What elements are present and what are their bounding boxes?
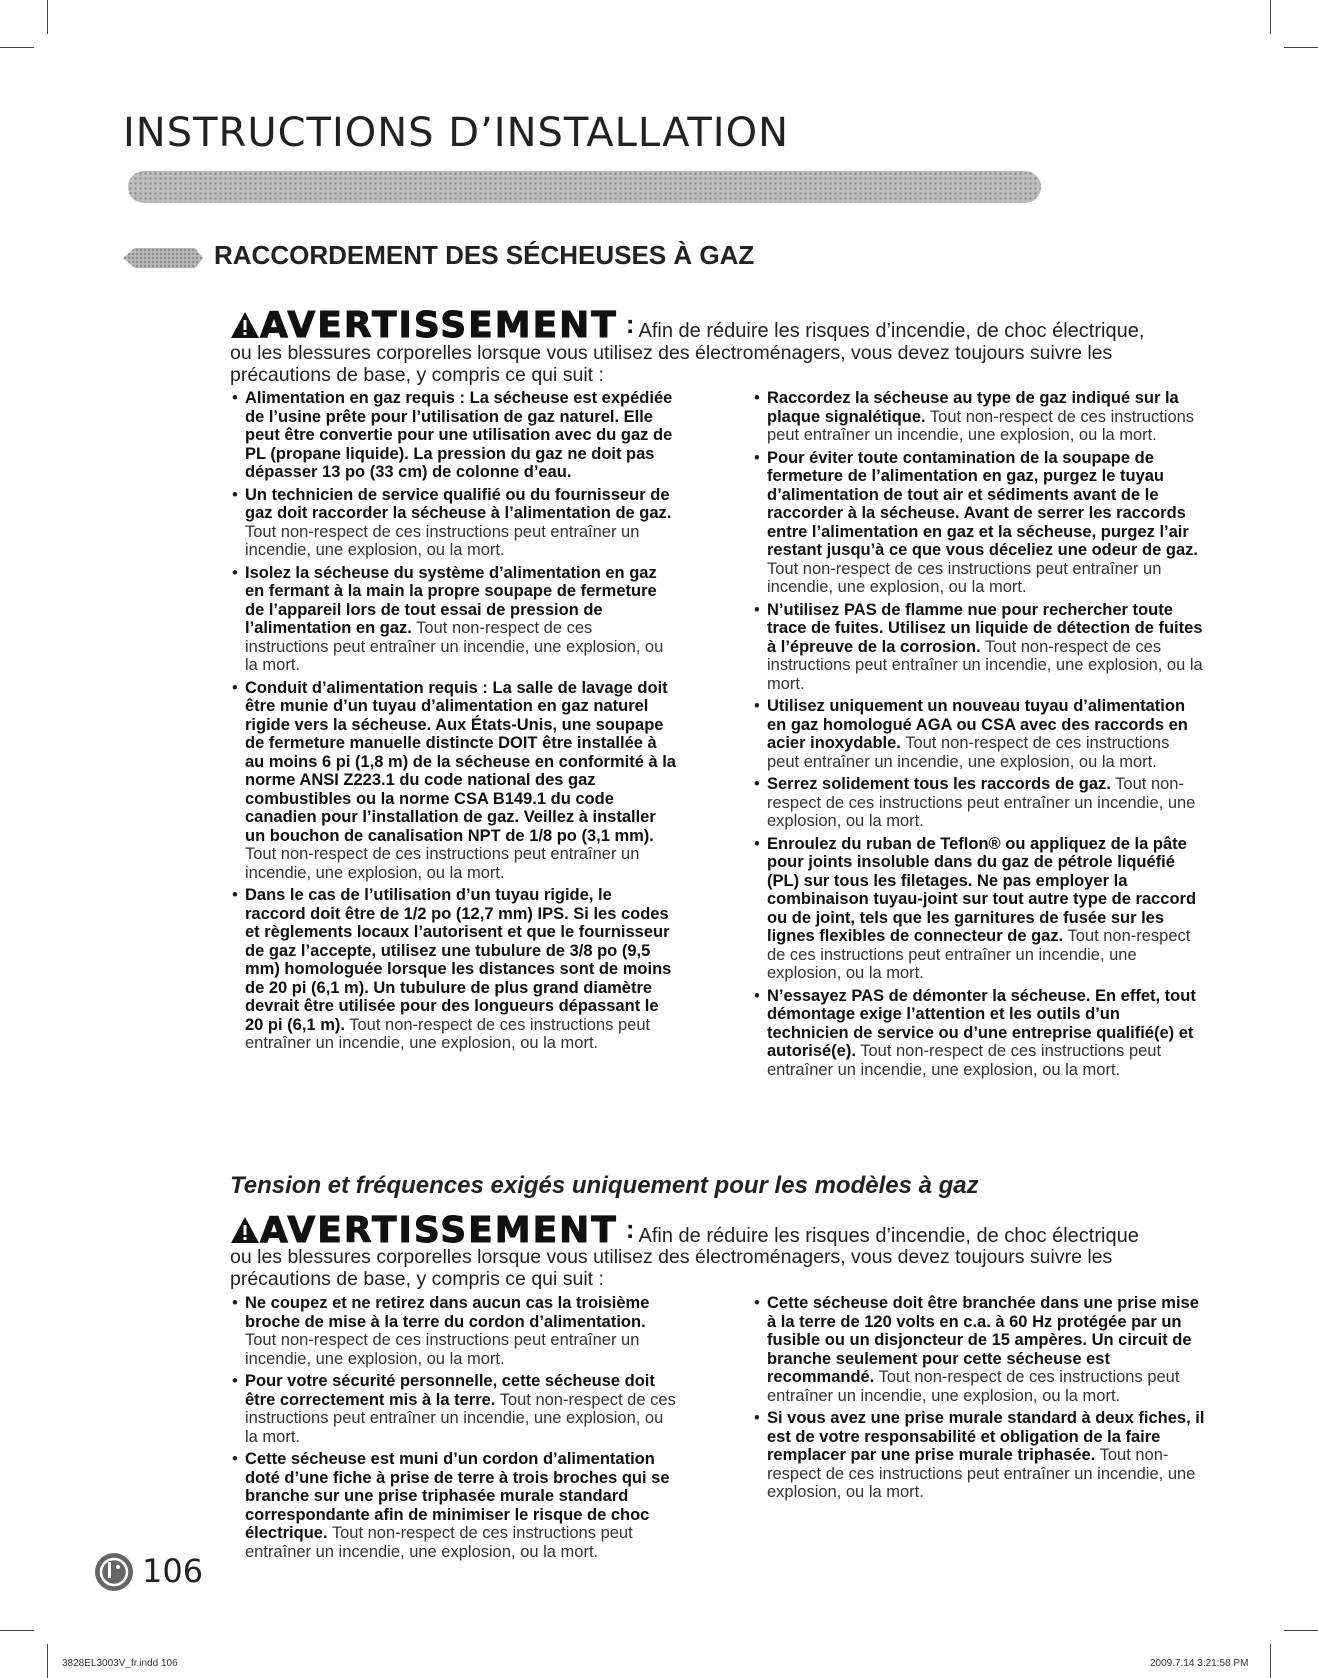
list-item: • Serrez solidement tous les raccords de gaz. Tout non-respect de ces instructions peut entraîner un incendie, une explosion, ou la mort. [750, 775, 1205, 831]
list-item: • Enroulez du ruban de Teflon® ou appliquez de la pâte pour joints insoluble dans du gaz de pétrole liquéfié (PL) sur tous les filetages. Ne pas employer la combinaison tuyau-joint sur tout autre type de raccord ou de joint, tels que les garnitures de fusée sur les lignes flexibles de connecteur de gaz. Tout non-respect de ces instructions peut entraîner un incendie, une explosion, ou la mort. [750, 835, 1205, 983]
warning-word: AVERTISSEMENT [260, 1210, 618, 1251]
crop-mark [0, 47, 34, 48]
subheading: Tension et fréquences exigés uniquement pour les modèles à gaz [230, 1172, 979, 1199]
warning1-left-list [228, 389, 676, 1057]
list-item: • Isolez la sécheuse du système d’alimentation en gaz en fermant à la main la propre soupape de fermeture de l’appareil lors de tout essai de pression de l’alimentation en gaz. Tout non-respect de ces instructions peut entraîner un incendie, une explosion, ou la mort. [228, 564, 676, 675]
list-item: • N’essayez PAS de démonter la sécheuse. En effet, tout démontage exige l’attention et les outils d’un technicien de service ou d’une entreprise qualifié(e) et autorisé(e). Tout non-respect de ces instructions peut entraîner un incendie, une explosion, ou la mort. [750, 987, 1205, 1080]
warning-line [230, 1210, 1139, 1251]
page-title: INSTRUCTIONS D’INSTALLATION [123, 110, 789, 156]
warning-word: AVERTISSEMENT [260, 305, 618, 346]
crop-mark [1284, 47, 1318, 48]
section-arrow-tab [123, 248, 203, 268]
list-item: • Conduit d’alimentation requis : La salle de lavage doit être munie d’un tuyau d’alimentation en gaz naturel rigide vers la sécheuse. Aux États-Unis, une soupape de fermeture manuelle distincte DOIT être installée à au moins 6 pi (1,8 m) de la sécheuse en conformité à la norme ANSI Z223.1 du code national des gaz combustibles ou la norme CSA B149.1 du code canadien pour l’installation de gaz. Veillez à installer un bouchon de canalisation NPT de 1/8 po (3,1 mm). Tout non-respect de ces instructions peut entraîner un incendie, une explosion, ou la mort. [228, 679, 676, 883]
warning-intro: ou les blessures corporelles lorsque vous utilisez des électroménagers, vous devez toujours suivre les précautions de base, y compris ce qui suit : [230, 1246, 1113, 1290]
list-item: • Alimentation en gaz requis : La sécheuse est expédiée de l’usine prête pour l’utilisation de gaz naturel. Elle peut être convertie pour une utilisation avec du gaz de PL (propane liquide). La pression du gaz ne doit pas dépasser 13 po (33 cm) de colonne d’eau. [228, 389, 676, 482]
warning2-left-list [228, 1294, 676, 1565]
warning2-right-list [750, 1294, 1205, 1506]
crop-mark [47, 1644, 48, 1678]
list-item: • Cette sécheuse doit être branchée dans une prise mise à la terre de 120 volts en c.a. à 60 Hz protégée par un fusible ou un disjoncteur de 15 ampères. Un circuit de branche seulement pour cette sécheuse est recommandé. Tout non-respect de ces instructions peut entraîner un incendie, une explosion, ou la mort. [750, 1294, 1205, 1405]
list-item: • Si vous avez une prise murale standard à deux fiches, il est de votre responsabilité et obligation de la faire remplacer par une prise murale triphasée. Tout non-respect de ces instructions peut entraîner un incendie, une explosion, ou la mort. [750, 1409, 1205, 1502]
crop-mark [1284, 1630, 1318, 1631]
list-item: • Pour éviter toute contamination de la soupape de fermeture de l’alimentation en gaz, purgez le tuyau d’alimentation de tout air et sédiments avant de le raccorder à la sécheuse. Avant de serrer les raccords entre l’alimentation en gaz et la sécheuse, purgez l’air restant jusqu’à ce que vous déceliez une odeur de gaz. Tout non-respect de ces instructions peut entraîner un incendie, une explosion, ou la mort. [750, 449, 1205, 597]
warning-intro: ou les blessures corporelles lorsque vous utilisez des électroménagers, vous devez toujours suivre les précautions de base, y compris ce qui suit : [230, 342, 1113, 386]
list-item: • Pour votre sécurité personnelle, cette sécheuse doit être correctement mis à la terre. Tout non-respect de ces instructions peut entraîner un incendie, une explosion, ou la mort. [228, 1372, 676, 1446]
warning-lead-text: Afin de réduire les risques d’incendie, de choc électrique [638, 1225, 1139, 1247]
warning-line [230, 305, 1144, 346]
warning-separator: : [625, 1214, 635, 1244]
list-item: • Raccordez la sécheuse au type de gaz indiqué sur la plaque signalétique. Tout non-respect de ces instructions peut entraîner un incendie, une explosion, ou la mort. [750, 389, 1205, 445]
warning-triangle-icon [230, 311, 260, 339]
list-item: • Un technicien de service qualifié ou du fournisseur de gaz doit raccorder la sécheuse à l’alimentation de gaz. Tout non-respect de ces instructions peut entraîner un incendie, une explosion, ou la mort. [228, 486, 676, 560]
footer-file-info: 3828EL3003V_fr.indd 106 [62, 1658, 178, 1669]
list-item: • Ne coupez et ne retirez dans aucun cas la troisième broche de mise à la terre du cordon d’alimentation. Tout non-respect de ces instructions peut entraîner un incendie, une explosion, ou la mort. [228, 1294, 676, 1368]
lg-logo-icon [94, 1552, 134, 1592]
crop-mark [0, 1630, 34, 1631]
title-divider-bar [128, 171, 1041, 203]
list-item: • N’utilisez PAS de flamme nue pour rechercher toute trace de fuites. Utilisez un liquide de détection de fuites à l’épreuve de la corrosion. Tout non-respect de ces instructions peut entraîner un incendie, une explosion, ou la mort. [750, 601, 1205, 694]
warning-separator: : [625, 309, 635, 339]
crop-mark [1270, 1644, 1271, 1678]
section-title: RACCORDEMENT DES SÉCHEUSES À GAZ [214, 240, 755, 270]
list-item: • Cette sécheuse est muni d’un cordon d’alimentation doté d’une fiche à prise de terre à trois broches qui se branche sur une prise triphasée murale standard correspondante afin de minimiser le risque de choc électrique. Tout non-respect de ces instructions peut entraîner un incendie, une explosion, ou la mort. [228, 1450, 676, 1561]
list-item: • Utilisez uniquement un nouveau tuyau d’alimentation en gaz homologué AGA ou CSA avec des raccords en acier inoxydable. Tout non-respect de ces instructions peut entraîner un incendie, une explosion, ou la mort. [750, 697, 1205, 771]
warning1-right-list [750, 389, 1205, 1083]
list-item: • Dans le cas de l’utilisation d’un tuyau rigide, le raccord doit être de 1/2 po (12,7 mm) IPS. Si les codes et règlements locaux l’autorisent et que le fournisseur de gaz l’accepte, utilisez une tubulure de 3/8 po (9,5 mm) homologuée lorsque les distances sont de moins de 20 pi (6,1 m). Un tubulure de plus grand diamètre devrait être utilisée pour des longueurs dépassant le 20 pi (6,1 m). Tout non-respect de ces instructions peut entraîner un incendie, une explosion, ou la mort. [228, 886, 676, 1053]
warning-triangle-icon [230, 1216, 260, 1244]
crop-mark [1270, 0, 1271, 34]
page-number: 106 [142, 1552, 204, 1590]
footer-timestamp: 2009.7.14 3:21:58 PM [1150, 1658, 1249, 1669]
crop-mark [47, 0, 48, 34]
warning-lead-text: Afin de réduire les risques d’incendie, de choc électrique, [638, 320, 1145, 342]
